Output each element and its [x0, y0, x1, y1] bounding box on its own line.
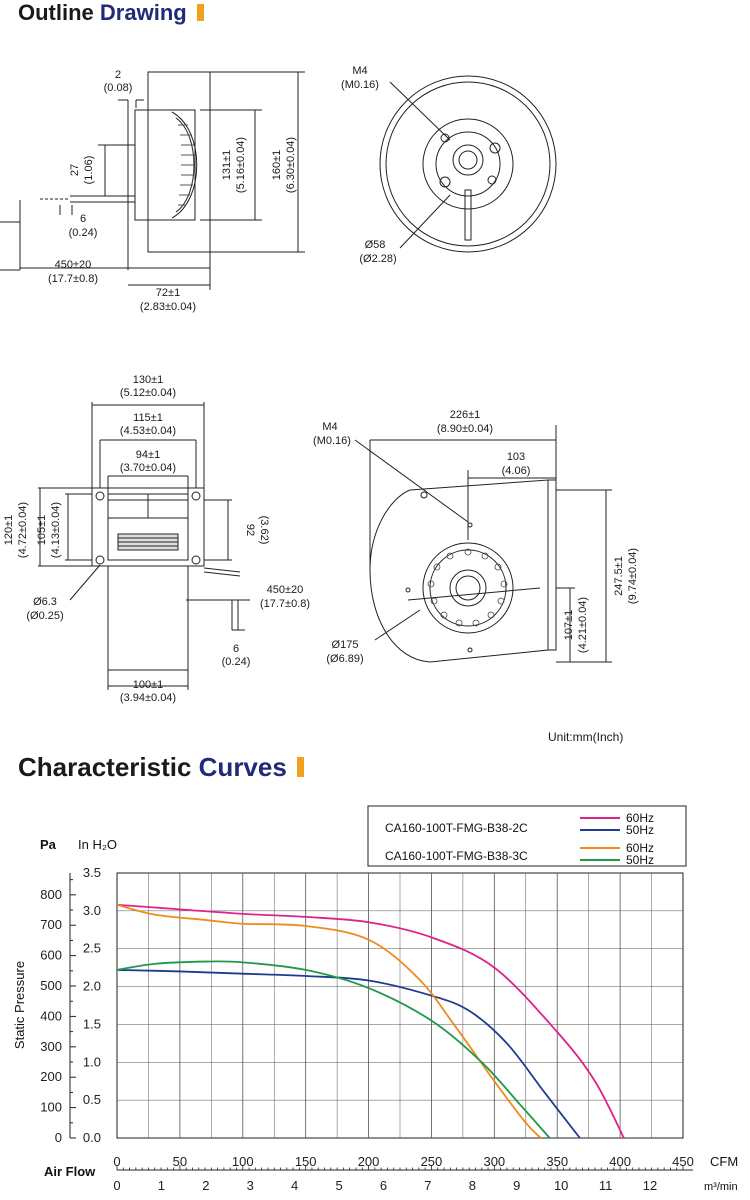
- y-tick-inh2o: 0.0: [82, 1130, 101, 1145]
- dim-27: 27: [69, 163, 81, 177]
- y-tick-pa: 500: [40, 978, 62, 994]
- y-tick-pa: 0: [54, 1130, 62, 1145]
- dim-450-b-inch: (17.7±0.8): [259, 598, 311, 610]
- dim-6: 6: [79, 213, 87, 225]
- unit-note: Unit:mm(Inch): [548, 730, 624, 744]
- dim-107-inch: (4.21±0.04): [577, 596, 589, 654]
- x-tick-m3: 10: [553, 1178, 569, 1193]
- dim-6-3: Ø6.3: [33, 596, 57, 608]
- dim-247-5-inch: (9.74±0.04): [627, 547, 639, 605]
- y-unit-inh2o: In H₂O: [78, 837, 117, 852]
- chart-grid: [70, 873, 693, 1170]
- x-tick-m3: 11: [598, 1178, 613, 1193]
- front-d58: Ø58: [364, 239, 386, 251]
- x-tick-m3: 12: [642, 1178, 658, 1193]
- dim-130: 130±1: [132, 374, 164, 386]
- characteristic-curves-chart: [0, 790, 750, 1200]
- y-tick-pa: 600: [40, 947, 62, 963]
- dim-247-5: 247.5±1: [613, 556, 625, 596]
- dim-103: 103: [506, 451, 526, 463]
- y-tick-inh2o: 1.5: [82, 1016, 101, 1032]
- dim-131-inch: (5.16±0.04): [235, 136, 247, 194]
- x-tick-cfm: 100: [231, 1154, 254, 1169]
- dim-100: 100±1: [132, 679, 164, 691]
- dim-450-inch: (17.7±0.8): [47, 273, 99, 285]
- dim-131: 131±1: [221, 149, 233, 181]
- y-tick-inh2o: 2.0: [82, 978, 101, 994]
- y-tick-pa: 700: [40, 917, 62, 933]
- title-word-drawing: Drawing: [99, 0, 187, 25]
- dim-450-b: 450±20: [266, 584, 304, 596]
- dim-2: 2: [114, 69, 122, 81]
- x-tick-m3: 2: [202, 1178, 210, 1193]
- front-m4-inch: (M0.16): [341, 79, 379, 91]
- legend-3c-60hz: 60Hz: [626, 841, 655, 855]
- front-view: [380, 76, 556, 252]
- x-tick-cfm: 200: [357, 1154, 380, 1169]
- x-tick-m3: 3: [246, 1178, 254, 1193]
- series-line-4: [117, 961, 550, 1138]
- legend-3c-50hz: 50Hz: [626, 853, 655, 867]
- title-accent-bar-2: [297, 757, 304, 777]
- dim-6-b: 6: [232, 643, 240, 655]
- x-tick-m3: 1: [157, 1178, 166, 1193]
- series-line-3: [117, 905, 541, 1138]
- front-m4: M4: [352, 65, 368, 77]
- dim-120-inch: (4.72±0.04): [17, 501, 29, 559]
- x-tick-cfm: 350: [546, 1154, 569, 1169]
- dim-115-inch: (4.53±0.04): [119, 425, 177, 437]
- y-unit-pa: Pa: [40, 837, 56, 852]
- x-unit-cfm: CFM: [710, 1154, 739, 1169]
- characteristic-curves-title: [18, 752, 304, 783]
- outline-drawing: [0, 30, 750, 730]
- dim-107: 107±1: [563, 609, 575, 641]
- y-tick-pa: 400: [40, 1008, 62, 1024]
- legend-2c-50hz: 50Hz: [626, 823, 655, 837]
- dim-6-3-inch: (Ø0.25): [26, 610, 64, 622]
- y-tick-inh2o: 3.0: [82, 902, 101, 918]
- dim-6-inch: (0.24): [68, 227, 98, 239]
- legend-model-3c: CA160-100T-FMG-B38-3C: [385, 849, 528, 863]
- chart-legend: [368, 806, 686, 867]
- side-view: [0, 72, 305, 290]
- x-tick-m3: 8: [468, 1178, 476, 1193]
- dim-120: 120±1: [3, 514, 15, 546]
- chart-curves: [117, 905, 624, 1138]
- dim-6-b-inch: (0.24): [221, 656, 251, 668]
- bottom-view: [38, 402, 250, 690]
- dim-92: 92: [244, 523, 256, 537]
- x-tick-m3: 9: [513, 1178, 521, 1193]
- legend-2c-60hz: 60Hz: [626, 811, 655, 825]
- title-word-outline: Outline: [18, 0, 94, 25]
- title-accent-bar: [197, 4, 204, 21]
- x-tick-cfm: 300: [483, 1154, 506, 1169]
- title-word-characteristic: Characteristic: [18, 752, 192, 782]
- dim-103-inch: (4.06): [501, 465, 531, 477]
- dim-160: 160±1: [271, 149, 283, 181]
- x-tick-m3: 7: [424, 1178, 432, 1193]
- x-tick-cfm: 50: [172, 1154, 188, 1169]
- x-tick-m3: 5: [335, 1178, 343, 1193]
- dim-175-inch: (Ø6.89): [326, 653, 364, 665]
- dim-72: 72±1: [155, 287, 181, 299]
- y-tick-inh2o: 1.0: [82, 1054, 101, 1070]
- dim-2-inch: (0.08): [103, 82, 133, 94]
- y-axis-label: Static Pressure: [12, 960, 27, 1050]
- dim-130-inch: (5.12±0.04): [119, 387, 177, 399]
- dim-115: 115±1: [133, 412, 163, 424]
- x-tick-m3: 4: [291, 1178, 299, 1193]
- dim-27-inch: (1.06): [83, 155, 95, 185]
- dim-94-inch: (3.70±0.04): [119, 462, 177, 474]
- y-tick-inh2o: 2.5: [82, 940, 101, 956]
- chart-ticks: [40, 865, 694, 1193]
- dim-105: 105±1: [36, 514, 48, 546]
- x-tick-cfm: 450: [672, 1154, 694, 1169]
- y-tick-pa: 300: [40, 1038, 62, 1054]
- x-row-label: Air Flow: [44, 1164, 96, 1179]
- legend-model-2c: CA160-100T-FMG-B38-2C: [385, 821, 528, 835]
- dim-92-inch: (3.62): [258, 515, 270, 545]
- front-d58-inch: (Ø2.28): [359, 253, 397, 265]
- dim-72-inch: (2.83±0.04): [139, 301, 197, 313]
- dim-226-inch: (8.90±0.04): [436, 423, 494, 435]
- dim-94: 94±1: [135, 449, 161, 461]
- y-tick-inh2o: 3.5: [82, 865, 101, 880]
- dim-175: Ø175: [331, 639, 359, 651]
- y-tick-pa: 100: [40, 1099, 62, 1115]
- y-tick-pa: 800: [40, 886, 62, 902]
- dim-226: 226±1: [449, 409, 481, 421]
- y-tick-inh2o: 0.5: [82, 1092, 101, 1108]
- x-tick-m3: 6: [379, 1178, 388, 1193]
- title-word-curves: Curves: [198, 752, 287, 782]
- x-tick-cfm: 400: [609, 1154, 631, 1169]
- dim-160-inch: (6.30±0.04): [285, 136, 297, 194]
- x-unit-m3min: m³/min: [704, 1181, 738, 1193]
- dim-105-inch: (4.13±0.04): [50, 501, 62, 559]
- x-tick-m3: 0: [113, 1178, 121, 1193]
- rear-m4-inch: (M0.16): [313, 435, 351, 447]
- x-tick-cfm: 250: [420, 1154, 443, 1169]
- dim-450: 450±20: [54, 259, 92, 271]
- x-tick-cfm: 0: [113, 1154, 121, 1169]
- series-line-2: [117, 970, 580, 1138]
- x-tick-cfm: 150: [294, 1154, 317, 1169]
- rear-m4: M4: [322, 421, 338, 433]
- outline-drawing-title: [18, 0, 204, 26]
- dim-100-inch: (3.94±0.04): [119, 692, 177, 704]
- y-tick-pa: 200: [40, 1069, 62, 1085]
